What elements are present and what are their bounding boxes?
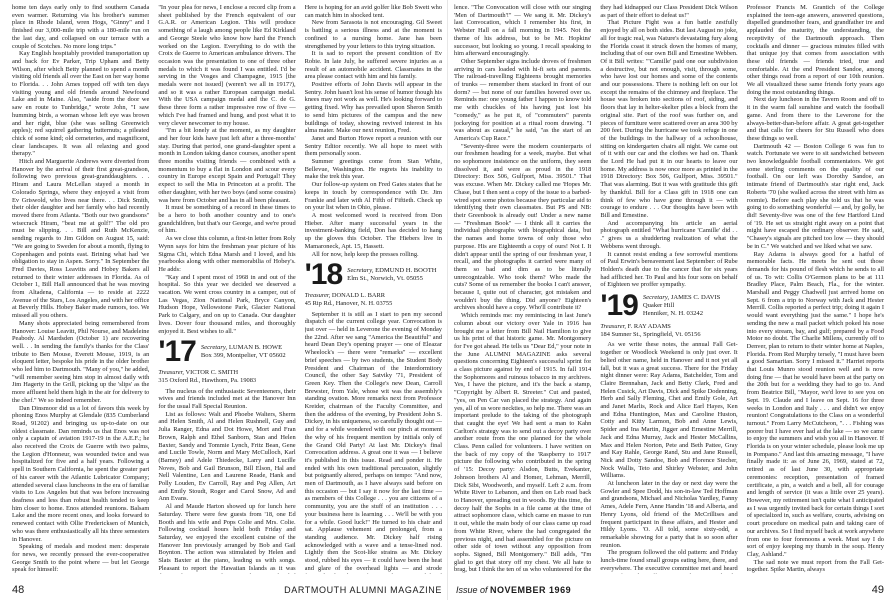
treasurer-role: Treasurer,: [600, 323, 626, 331]
column-paragraph: And accompanying his article an aerial photograph entitled "What hurricane 'Camille' did . . ." gives us a shuddering realization of what the Webbens went through.: [600, 219, 738, 250]
left-column-1: [12, 4, 149, 574]
class-secretary-info: [347, 267, 436, 283]
left-page-footer: [0, 580, 448, 596]
class-header-1918: [304, 258, 442, 292]
column-paragraph: The program followed the old pattern: and Friday lunch-time found small groups eating here, there, and everywhere. The executive committee met and heard: [600, 549, 738, 572]
column-paragraph: It cannot resist ending a few sorrowful mentions of Paul Erwin's bereavement last September: of Rube Holden's death due to the cancer that for six years had afflicted her. To Paul and his four sons on behalf of Eighteen we proffer sympathy.: [600, 250, 738, 289]
page-number: 49: [871, 584, 884, 596]
secretary-role: Secretary,: [642, 294, 670, 302]
column-paragraph: they had kidnapped our Class President Dick Wilson as part of their effort to defeat us!": [600, 4, 738, 19]
class-secretary-info: [643, 294, 721, 318]
issue-prefix: Issue of: [456, 585, 488, 595]
column-paragraph: Hitch and Marguerite Andrews were diverted from Hanover by the arrival of their first great-grandson, following two previous great-granddaughters. . . Hiram and Laura McLellan stayed a month in Colorado Springs, where they enjoyed a visit from Ev Griswold, who lives near there. . . Dick Smith, their older daughter and her family who had recently moved there from Atlanta. "Both our two grandsons" wisecrack Hiram, "beat me at golf!" The old pro must be slipping. . . Bill and Ruth McKenzie, sending regards to Jim Gildon on August 15, said: "We are going to Sweden for about a month, flying to Copenhagen and points east. Brining what had 'we obligation to stay in Aspen. Sorry." In September the Fred Davies, Ross Leavitts and Hobey Bakers all returned to their winter addresses in Florida. As of October 1, Bill Hall announced that he was moving from Altadena, California — to reside at 2222 Avenue of the Stars, Los Angeles, and with her office at Beverly Hills. Hobey Baker made rumors, too. We missed all you others.: [12, 158, 150, 320]
secretary-address: Box 399, Montpelier, VT 05602: [200, 352, 286, 360]
right-column-1: [454, 4, 591, 574]
right-column-2: [600, 4, 737, 574]
column-paragraph: Janet and Burton Howe report a reunion with our Sentry Editor recently. We all hope to meet with them personally soon.: [304, 134, 442, 158]
column-paragraph: Our follow-up system on Fred Gates states that he keeps in touch by correspondence with Dr. Jim Frankie and later with Al Fifth of Fiftieth. Check up on your list when in Ohio, please.: [304, 181, 442, 212]
column-paragraph: Positive efforts of John Davis will appear in the Sentry. John hasn't lost his sense of humor though his knees may not work as well. He's looking forward to getting fixed. Why has prevailed upon Sheron Smith to send him pictures of the campus and the new buildings of today, showing revived interest in his alma mater. Make our next reunion, Fred.: [304, 81, 442, 135]
treasurer-name: F. RAY ADAMS: [627, 323, 671, 331]
column-paragraph: Other September signs include droves of freshmen arriving in cars loaded with hi-fi sets and parents. The railroad-travelling Eighteens brought memories of trunks — remember them stacked in front of our dorm? — but none of our families hovered over us. Reminds me: one young father I happen to know told me with chuckles of his having just lost his "comedy," as he put it, of "commuters" parents jockeying for position at a ritual room drawing. "I was about as casual," he said, "as the start of an America's Cup Race.": [454, 57, 592, 142]
column-paragraph: That Picture Fight was a fun battle zestfully enjoyed by all on both sides. But last August no joke, all for tragic real, was Nature's devastating fury along the Florida coast it struck down the homes of many, including that of our own Bill and Ernestine Webben. Of it Bill writes: "'Camille' paid one our subdivision a destructive, but not enough, visit, through some, who have lost our homes and some of the contents and our possessions. There is nothing left on our lot except the remains of the chimney and fireplace. The house was broken into sections of roof, siding, and floors that lay in helter-skelter piles a block from the original site. Part of the roof was further on, and pieces of furniture were scattered over an area 300 by 200 feet. During the hurricane we took refuge in one of the buildings in the hallway of a schoolhouse, sitting on kindergarten chairs all night. We came out of it with our car and the clothes we had on. Thank the Lord He had put it in our hearts to leave our home. My address is now once more as printed in the 1918 Directory: Box 506, Gulfport, Miss. 39501." That was alarming. But it was with gratitude this gift by thankful. Bill for a Class gift in 1918 one can think of few who have gone through it — with courage to endure . . . Our thoughts have been with Bill and Ernestine.: [600, 19, 738, 219]
column-paragraph: Summer greetings come from Stan White, Bellevue, Washington. He regrets his inability to make the trek this year.: [304, 158, 442, 181]
class-year-number: '18: [304, 258, 343, 292]
class-year-number: '19: [600, 289, 638, 323]
treasurer-1917: [158, 369, 295, 384]
treasurer-role: Treasurer,: [158, 369, 184, 377]
column-paragraph: At luncheon later in the day or next day were the Gowler and Spee Dodd, his son-in-law Ted Hoffman and grandsons, Michael and Nicholas Yardley, Fanny Ames, Adele Fern, Anne Handin '18 and Alberta, and Henry Lyons, old friend of the McCrillises and frequent participant in these affairs, and Hester and Hildy Lyons. 'O. All told, some sixty-odd, a remarkable showing for a party that is so soon after reunion.: [600, 480, 738, 549]
issue-line: [456, 585, 571, 595]
column-paragraph: "In your plea for news, I enclose a record clip from a sheet published by the French equivalent of our G.A.R. or American Legion. This will produce something of a laugh among people like Ed Kirkland and George Steele who know how hard the French worked on the Legion. Everything to do with the Croix de Guerre to American ambulance drivers. The occasion was the presentation to one of three other medals to which it was found I was entitled. I'd be serving in the Vosges and Champagne, 1915 [the medals were not issued] (weren't we all in 1917?), and so it was a rather European campaign medal. With the USA campaign medal and the C. de G. these three form a rather impressive row of five — which I've had framed and hung, and post what it to very clever newcomer to my house.: [158, 4, 296, 127]
column-paragraph: Ray Adams is always good for a hatful of memorable facts. He meets he sent out those demands for his pound of flesh which he sends to all of us. To wit: Collis O'Germon plans to be at 111 Bradley Place, Palm Beach, Fla., for the winter. Marshall and Peggy Chadwell just arrived home on Sept. 6 from a trip to Norway with Jack and Hester Merrill. Collis reported a perfect trip; doing it again I would want everything just the same." I hope he's sending the new a mail packet which poked his nose into every stream, bay, and gulf; prepared by a Food Motor no doubt. The Charlie Millens, currently off to Denver, plan to return to their winter home at Naples, Florida. From Red Murphy tersely, "I must have been a good Samaritan. Sorry I missed it." Harriet reports that Louis Munro stood reunion well and is now doing fine — that he would have been at the party on the 20th but for a wedding they had to go to. And from Beatrice Bill, "Mayor, we'd love to see you on Sept. 19. Claude and I leave on Sept. 16 for three weeks in London and Italy . . . and didn't we enjoy reunion! Congratulations to the Class on a wonderful turnout." From Larry McCutcheon, ". . . Fishing was poorer but I have ever had at the lake — so we came to enjoy the summers and wish you all in Hanover. If Florida is on your winter schedule, please look me up in Pompano." And last this amazing message, "I have finally made it: as of June 26, 1969, stated at 72, retired as of last June 30, with appropriate ceremonies: reception, presentation of framed certificate, a pin, a watch and a bell, all for courage and length of service (it was a little over 25 years). However, my retirement isn't quite what I anticipated as I was urgently invited back for certain things I sort of specialized in, such as welfare, courts, advising on court procedure on medical pain and taking care of our archives. So I find myself back at work anywhere from one to four forenoons a week. Must say I do sort of enjoy keeping my thumb in the soup. Henry Clay, Ashland.": [746, 250, 884, 558]
treasurer-name: VICTOR C. SMITH: [185, 369, 239, 377]
secretary-address-line-1: Quaker Hill: [642, 302, 675, 310]
secretary-address: Elm St., Norwich, Vt. 05055: [347, 275, 423, 283]
column-paragraph: "Seventy-three were the modern counterparts of our freshmen heading for a week, maybe. But what no sophomore insistence on the uniform, they seem dissolved it, and were as proud in the 1918 Directory: Box 506, Gulfport, Miss. 39501." That was excuse. When Mr. Dickey called me 'Hopes Mr. Chase, but I then sent a copy of the issue to a barbed-wired spot some photos because they particular aid to identifying their own classmates. But PS and NB: their Greenbook is already out! Under a new name — "Freshman Book" — I think all it carries the individual photographs with biographical data, but the names and home towns of only those who purpose. His are Eighteenth a copy of ours! Not I. It didn't appear until the spring of our freshman year, I recall, and the photographs it carried were many of them so bad and dim as to be literally unrecognizable. Who took them? Who made the cuts? Some of us remember the books I can't answer, because I, quite out of character, got mistaken and wouldn't buy the thing. Did anyone? Eighteen's archives should have a copy. Who'll contribute it?: [454, 142, 592, 312]
column-paragraph: Professor Francis M. Grantich of the College explained the teen-age answers, answered questions, dispelled grandmother fears, and grandfather ire and applauded the maturity, the understanding, the receptivity of the Dartmouth approach. Then cocktails and dinner — gracious minutes filled with that unique joy that comes from association with these old friends — friends tried, true and comfortable. At the end President Sandoe, among other things read from a report of our 10th reunion. We all visualized these same friends forty years ago doing the most outstanding things.: [746, 4, 884, 96]
column-paragraph: As we close this column, a first-in letter from Roly Wynn says for him the freshman year picture of his Sigma Chi, which Edna Marsh and I loved, and his yearbooks along with other memorabilia of Hobey's. He adds:: [158, 235, 296, 273]
column-paragraph: September it is still as I start to pen my second dispatch of the current college year. Convocation is just over — held in Leverone the evening of Monday the 22nd. After we sang "America the Beautiful" and heard Dean Dey's opening prayer — one of Eleazar Wheelock's — there were "remarks" — excellent brief speeches — by two students, the Student Body President and Chairman of the Interdormitory Council, the other Say Satviky '71, President of Green Key. Then the College's new Dean, Carroll Brewster, from Yale, whose wit was the assembly's standing ovation. More remarks next from Professor Kreider, chairman of the Faculty Committee, and then the address of the evening, by President John S. Dickey, in his uniqueness, so carefully thought out — and for a while wondered with our pinch at moment the why of his frequent mention by initials only of the Grand Old Party! At last Mr. Dickey's final Convocation address. A great one it was — I believe it's published in this issue. Read and ponder it. He ended with his own traditional percussion, slightly but poignantly altered, perhaps on tempo: "And now, men of Dartmouth, as I have always said before on this occasion — but I say it now for the last time — as members of this College . . . you are citizens of a community, you are the stuff of an institution . . . your business here is learning . . . We'll be with you for a while. Good luck!" He turned to his chair and sat. Applause vehement and prolonged, from a standing audience. Mr. Dickey half rising acknowledged with a wave and a tense-lined nod. Lightly then the Scot-like strains as Mr. Dickey stood, rubbed his eyes — it could have been the heat and glare of the overhead lights — and strode: [304, 310, 442, 572]
left-column-2: [158, 4, 295, 574]
page-number: 48: [12, 584, 25, 596]
column-paragraph: The nucleus of the enthusiastic Seventeeners, their wives and friends included met at the Hanover Inn for the usual Fall Special Reunion.: [158, 387, 296, 411]
treasurer-address: 315 Oxford Rd., Hawthorn, Pa. 19083: [158, 376, 257, 384]
secretary-name: LUMAN B. HOWE: [228, 344, 283, 352]
column-paragraph: Dartmouth 42 — Boston College 6 was fun to watch. Fortunate we were to sit sandwiched between two knowledgeable football commentators. We got some sterling comments on the quality of our football. On our left was Dorothy Sandoe, an intimate friend of Dartmouth's star right end, Jack Roberts '70 (she walked across the street with him as roomie). Before each play she told us that he was going to do something wonderful — and, by golly, he did! Seventy-five was one of the few Hartford Lind of '19. He set us straight right away on a point that might have escaped the ordinary observer. He said, "Chasey's signals are pitched too low — they should be in C." We watched and we liked what we saw.: [746, 142, 884, 250]
column-paragraph: Al and Maude Harton showed up for lunch here Saturday. There were few guests from '18, one Ed Booth and his wife and Pops Colie and Mrs. Colie. Following cocktail hours held both Friday and Saturday, we enjoyed the excellent cuisine of the Hanover Inn previously arranged by Bob and Gail Boynton. The action was stimulated by Helen and Slats Baxter at the piano, leading us with songs. Pleasant to report the Hawaiian Islands as it was: [158, 503, 296, 572]
column-paragraph: As we write these notes, the annual Fall Get-together or Woodlock Weekend is only just over. It belied other name, held in Hanover and it not yet all fall, but it was a great success. There for the Friday night dinner were: Ray Adams, Batchelder, Tom and Claire Brennahan, Jack and Betty Clark, Fred and Helen Cusick, Art Davis, Dick and Spike Dodenning, Herb and Sally Fleming, Chet and Emily Gole, Art and Janet Marlis, Rock and Alice Earl Hayes, Ken and Edna Huntington, Max and Caroline Huston, Cotty and Kitty Larmon, Bob and Anne Lewis, Spider and Ina Martin, Jigger and Ernestine Merrill, Jack and Edna Murray, Jack and Hester McCallins, Max and Helen Norton, Pete and Beth Pattee, Gray and Kay Rahle, George Rand, Stu and Jane Russell, Nick and Dotty Sandoe, Bob and Florence Stecher, Nock Wallis, Teto and Shirley Webster, and John Williams.: [600, 341, 738, 480]
class-secretary-info: [201, 344, 286, 360]
treasurer-name: DONALD L. BARR: [331, 292, 385, 300]
column-paragraph: The sad note we must report from the Fall Get-together. Spike Martin, always: [746, 558, 884, 574]
column-paragraph: List as follows: Walt and Phoebe Walters, Sherm and Helen Smith, Al and Helen Rushnell, Guy and Julia Ranger, Edna and Dot Howe, Mort and Fran Brown, Ralph and Ethel Sanborn, Stan and Helen Baxter, Sandy and Tommie Lynch, Fritz Bean, Gene and Lucile Towle, Norm and Mary McCulloch, Karl (Barney) and Adele Thiedecke, Larry and Lucille Noves, Bob and Gail Brunson, Bill Elson, Hal and Nell Valentine, Len and Laurene Reade, Hank and Polly Louden, Ev Carroll, Ray and Peg Allen, Art and Emily Stoudt, Roger and Carol Snow, Ad and Ann Evans.: [158, 410, 296, 503]
class-header-1917: [158, 335, 295, 369]
column-paragraph: "I'm a bit lonely at the moment, as my daughter and her four kids have just left after a three-months' stay. During that period, one grand-daughter spent a month in London taking dance courses, another spent three months visiting friends — combined with a momentum to buy a flat in London and scour every country in Europe except Spain and Portugal! They expect to sell the Mia in Princeton at a profit. The other daughter, with her two boys (and some cousins) was here from October and has in all been pleasant.: [158, 127, 296, 204]
column-paragraph: Speaking of medals and modest men: desperate for news, we recently pressed the ever-cooperative George Smith to the point where — but let George speak for himself:: [12, 543, 150, 574]
treasurer-address: 184 Sumner St., Springfield, Vt. 05156: [600, 330, 701, 338]
column-paragraph: lence. "The Convocation will close with our singing 'Men of Dartmouth'!" — We sang it. Mr. Dickey's last Convocation, which I remember his first, in Webster Hall on a fall morning in 1945. Not the theme of his address, but to be Mr. Hopkins' successor, but looking so young. I recall speaking to him afterward encouragingly.: [454, 4, 592, 58]
issue-month: NOVEMBER 1969: [490, 585, 572, 595]
column-paragraph: Next day luncheon in the Tavern Room and off to it in the warm fall sunshine and watch the football game. And from there to the Leverone for the always-better-than-before affair. A great get-together and that calls for cheers for Stu Russell who does these things so well.: [746, 96, 884, 142]
column-paragraph: All for now, help keep the presses rolling.: [311, 250, 419, 258]
right-column-3: [747, 4, 884, 574]
right-page-footer: [448, 580, 896, 596]
treasurer-role: Treasurer,: [304, 292, 331, 300]
secretary-name: EDMUND H. BOOTH: [375, 267, 437, 275]
secretary-role: Secretary,: [200, 344, 228, 352]
secretary-name: JAMES C. DAVIS: [670, 294, 721, 302]
treasurer-1919: [600, 323, 737, 338]
column-paragraph: Which reminds me: my reminiscing in last June's column about our victory over Yale in 1916 has brought me a letter from Bill Nail Hamilton to give us his print of that historic game. Mr. Montgomery for I've got ahead. He tells us "Dear Ed," your note in the June ALUMNI MAGAZINE asks several questions concerning Eighteen's successful sprint for a class picture against by end of 1915. In fall 1914 the Sophomores and ruinous tobacco in my archives. Yes, I have the picture, and it's the back a stamp, "Copyright by Albert R. Streeter." Cut and pasted, "yes, on Pen Car van placed the strategy. And again yes, all of us wore neckties, so help me. There was an important prelude to the taking of the photograph that caught the eye! We had sent a man to Kahn Carlton's strategy was to send out a decoy party over another route from the one planned for the whole Class. Penn called for volunteers. I have written on the back of my copy of the 'Raspberry to 1917' picture the following who contributed in the spring of '15: Decoy party: Alsdon, Butts, Evekanter, Johnson brothers Al and Homer, Lehman, Merrill, Dick Sibi, Woodworth, and myself. Left 2 a.m. from White River to Lebanon, and then on Leb road back to Hanover, spreading out in woods. By this time, the decoy half the Sophs in a file came at the time of attract sophomore class, which came en masse to run it out, while the main body of our class came up road from White River, where the had congregated the previous night, and had assembled for the picture on other side of town without any opposition from sophs. Signed, Bill Montgomery." Bill adds, "I'm glad to get that story off my chest. We all hate to brag, but I think the ten of us who volunteered for the: [454, 312, 592, 574]
column-paragraph: Dan Dinsmoor did us a lot of favors this week by phoning Enos Murphy at Glendale (835 Cumberland Road, 91202) and bringing us up-to-date on our oldest classmate. Dan reminds us that Enos was not only a captain of aviation 1917-19 in the A.E.F.; he also received the Croix de Guerre with two palms, the Legion d'Honneur, was wounded twice and was hospitalized for five and a half years. Following a spell in Southern California, he spent the greater part of his career with the Atlantic Lubricator Company; attended several class luncheons in the era of familiar visits to Los Angeles but that was before increasing deafness and less than robust health tended to keep him closer to home. Enos attended reunions. Balsam Lake and the more recent ones, and looks forward to renewed contact with Ollie Fredericksen of Munich, who was there enthusiastically all his three semesters in Hanover.: [12, 404, 150, 543]
column-paragraph: Here is hoping for an avid golfer like Bob Swett who can match him in shocked tent.: [304, 4, 442, 19]
column-paragraph: Kay English hospitably provided transportation up and back for Ev Parker, Trip Upham and Betty Wilson, after which Betty planned to spend a month visiting old friends all over the East on her way home to Florida. . . John Ames topped off with ten days visiting young and old friends around Newfound Lake and in Maine. Also, "aside from the door we saw en route to Tunbridge," wrote John, "I saw humming birds, a woman whose left eye was brown and her right, blue (she was selling Greenwich apples); red squirrel gathering butternuts; a pileated chick of some kind; old cemeteries, and magnificent, clear landscapes. It was all relaxing and good therapy.": [12, 50, 150, 158]
secretary-role: Secretary,: [347, 267, 374, 275]
left-column-3: [305, 4, 442, 574]
column-paragraph: It is sad to report the present condition of Ev Robie. In late July, he suffered severe injuries as a result of an automobile accident. Classmates in the area please contact with him and his family.: [304, 50, 442, 81]
column-paragraph: A most welcomed word is received from Don Hieber. After many successful years in the investment-banking field, Don has decided to hang up the gloves this October. The Hiebers live in Mamaroneck, Apt. 15, Hassett.: [304, 211, 442, 250]
right-page: [448, 0, 896, 600]
treasurer-1918: [305, 292, 442, 307]
column-paragraph: It must be something of a record in these times to be a hero to both another country and to one's grandchildren, but that's our George, and we're proud of him.: [158, 204, 296, 235]
column-paragraph: Many shots appreciated being remembered from Hanover: Louise Leavitt, Phil Nourse, and Madeleine Peabody. Al Mardsden (October 1) are recovering well. . . In sending the family's thanks for the Class' tribute to Ben Mouse, Everett Mouse, 1919, is an eloquent letter, bespoke his pride in the older brother who led him to Dartmouth. "Many of you," he added, "will remember seeing him stop in almost daily with Jim Hagerty in the Grill, picking up the 'slips' as the more affluent held them high in the air for delivery to the chef." We so indeed remember.: [12, 319, 150, 404]
column-paragraph: home ten days early only to find southern Canada even warmer. Returning via his brother's summer place in Rhode Island, wren Hogs, "Ginny" and I finished our 3,000-mile trip with a 180-mile run on the last day, and collapsed on our terrace with a couple of Scotches. No more long trips.": [12, 4, 150, 50]
column-paragraph: New from Sarasota is not encouraging. Gil Sweet is battling a serious illness and at the moment is confined to a nursing home. Jane has been strengthened by your letters to this trying situation.: [304, 19, 442, 50]
treasurer-address: 45 Rip Rd., Hanover, N. H. 03755: [304, 299, 393, 307]
magazine-title: DARTMOUTH ALUMNI MAGAZINE: [284, 585, 442, 595]
column-paragraph: "Kay and I spent most of 1968 in and out of the hospital. So this year we decided we deserved a vacation. We went cross country in a camper, out of Las Vegas, Zion National Park, Bryce Canyon, Hudson Hope, Yellowstone Park, Glacier National Park to Calgary, and on up to Canada. Our daughter lives. Dover four thousand miles, and thoroughly enjoyed it. Best wishes to all.": [158, 273, 296, 335]
class-year-number: '17: [158, 335, 196, 369]
class-header-1919: [600, 289, 737, 323]
secretary-address-line-2: Henniker, N. H. 03242: [642, 310, 704, 318]
